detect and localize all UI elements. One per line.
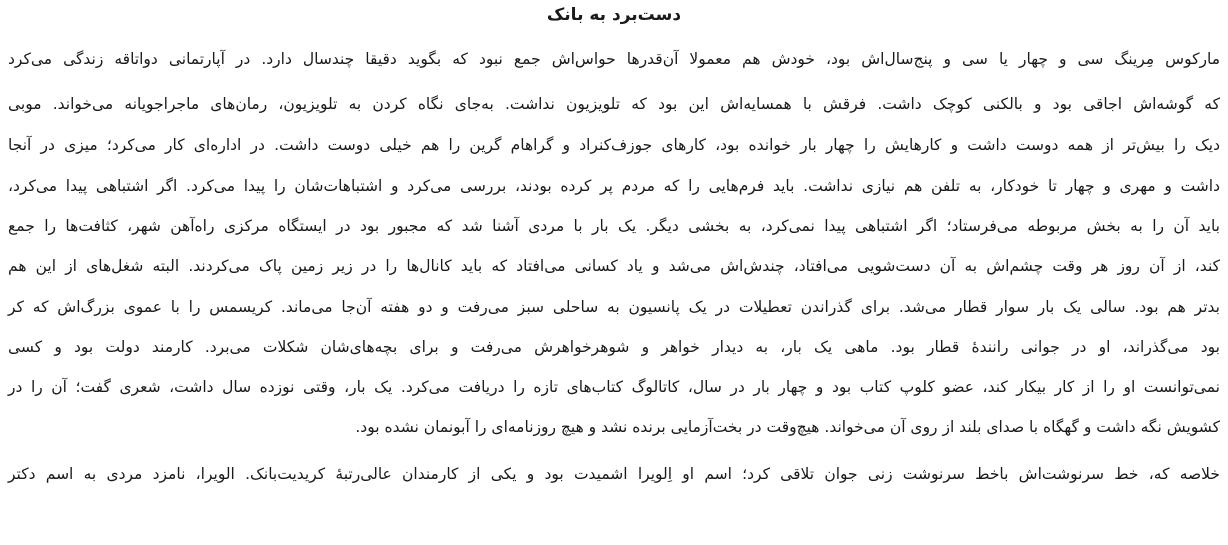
text-line: کشویش نگه داشت و گهگاه با صدای بلند از روی آن می‌خواند. هیچ‌وقت در بخت‌آزمایی برنده نشد و هیچ روزنامه‌ای را آبونمان نشده بود.	[355, 418, 1220, 436]
text-line: کند، از آن روز هر وقت چشم‌اش به آن دست‌شویی می‌افتاد، چندش‌اش می‌شد و یاد کسانی می‌افتاد که باید کانال‌ها را در زیر زمین پاک می‌کردند. البته شغل‌های از این هم	[8, 257, 1220, 275]
text-line: داشت و مهری و چهار تا خودکار، به تلفن هم نیازی نداشت. باید فرم‌هایی را که مردم پر کرده بودند، بررسی می‌کرد و اشتباهات‌شان را پیدا می‌کرد. اگر اشتباهی پیدا می‌کرد،	[8, 177, 1220, 195]
story-title: دست‌برد به بانک	[546, 5, 682, 25]
text-line: خلاصه که، خط سرنوشت‌اش باخط سرنوشت زنی جوان تلاقی کرد؛ اسم او اِلویرا اشمیدت بود و یکی از کارمندان عالی‌رتبهٔ کریدیت‌بانک. الویرا، نامزد مردی به اسم دکتر	[8, 465, 1220, 483]
text-line: بود می‌گذراند، او در جوانی رانندهٔ قطار بود. ماهی یک بار، به دیدار خواهر و شوهرخواهرش می‌رفت و برای بچه‌های‌شان شکلات می‌برد. کارمند دولت بود و کسی	[8, 338, 1220, 356]
text-line: که گوشه‌اش اجاقی بود و بالکنی کوچک داشت. فرقش با همسایه‌اش این بود که تلویزیون نداشت. به‌جای نگاه کردن به تلویزیون، رمان‌های ماجراجویانه می‌خواند. موبی	[8, 95, 1220, 113]
text-line: دیک را بیش‌تر از همه دوست داشت و کارهایش را چهار بار خوانده بود، کارهای جوزف‌کنراد و گراهام گرین را هم خیلی دوست داشت. در اداره‌ای کار می‌کرد؛ میزی در آنجا	[8, 136, 1220, 154]
text-line: باید آن را به بخش مربوطه می‌فرستاد؛ اگر اشتباهی پیدا نمی‌کرد، به بخشی دیگر. یک بار با مردی آشنا شد که مجبور بود در ایستگاه مرکزی راه‌آهن شهر، کثافت‌ها را جمع	[8, 217, 1220, 235]
text-line: مارکوس مِرینگ سی و چهار یا سی و پنج‌سال‌اش بود، خودش هم معمولا آن‌قدرها حواس‌اش جمع نبود که بگوید دقیقا چندسال دارد. در آپارتمانی دواتاقه زندگی می‌کرد	[8, 50, 1220, 68]
text-line: نمی‌توانست او را از کار بیکار کند، عضو کلوپ کتاب بود و چهار بار در سال، کاتالوگ کتاب‌های تازه را دریافت می‌کرد. یک بار، وقتی نوزده سال داشت، شعری گفت؛ آن را در	[8, 378, 1220, 396]
text-line: بدتر هم بود. سالی یک بار سوار قطار می‌شد. برای گذراندن تعطیلات در یک پانسیون به ساحلی سبز می‌رفت و دو هفته آن‌جا می‌ماند. کریسمس را با عموی بزرگ‌اش که کر	[8, 298, 1220, 316]
